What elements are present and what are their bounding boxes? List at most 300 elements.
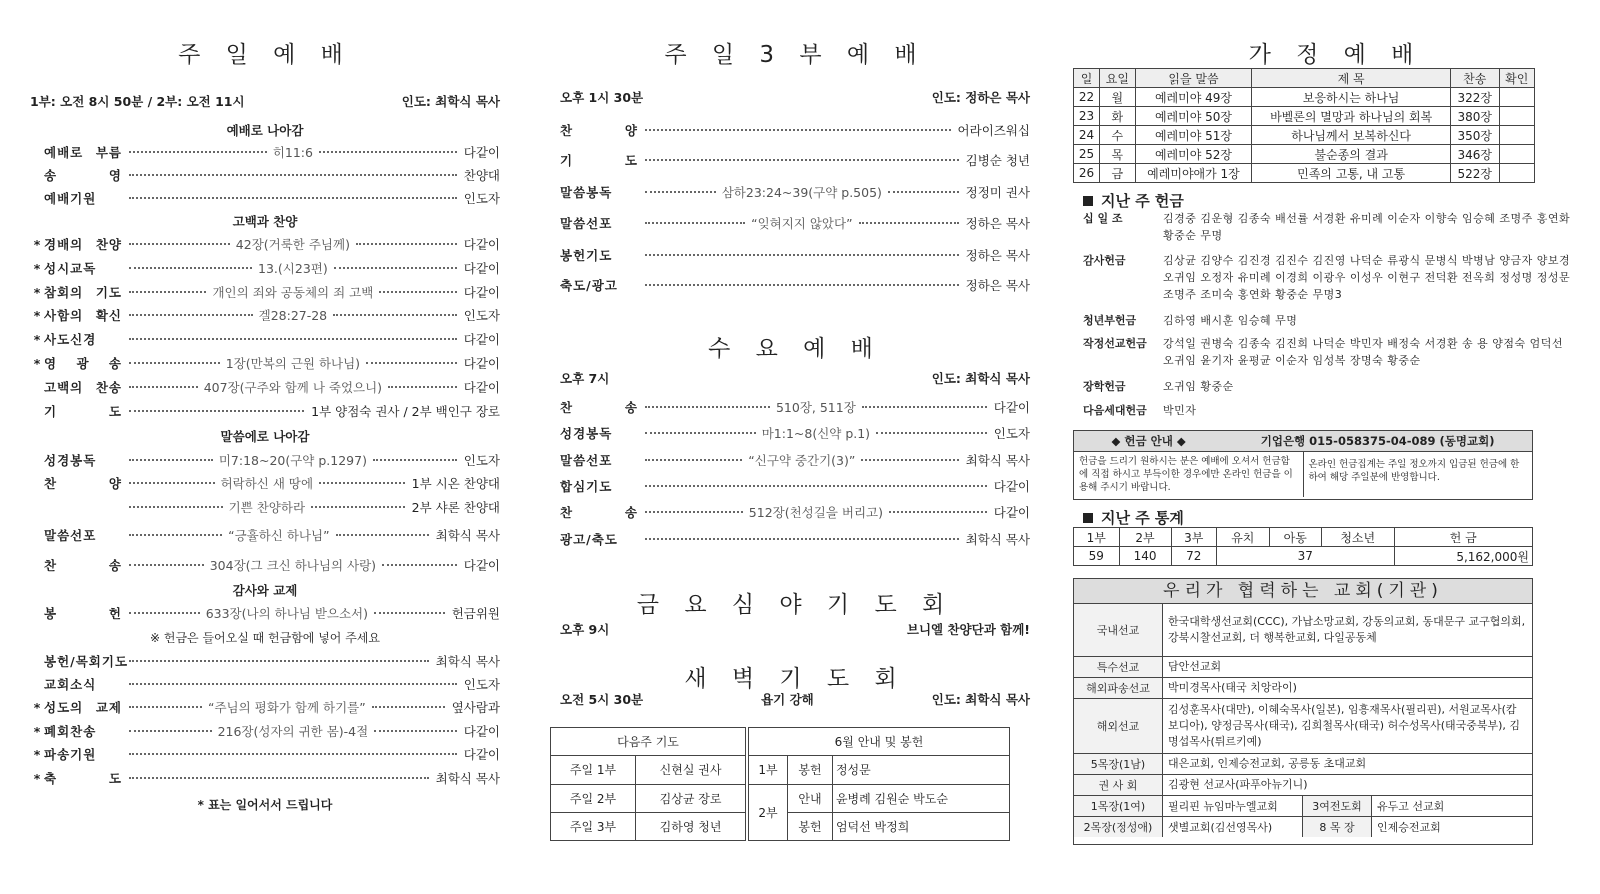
order-person: 정정미 권사	[965, 185, 1030, 200]
order-person: 인도자	[993, 426, 1030, 441]
table-cell: 예레미야 51장	[1135, 126, 1252, 145]
offering-category: 청년부헌금	[1083, 314, 1137, 327]
order-label: 경배의 찬양	[44, 237, 122, 252]
standing-mark: *	[33, 260, 41, 276]
order-item	[30, 744, 500, 764]
offering-row	[1083, 402, 1578, 419]
partner-category: 8 목 장	[1303, 817, 1372, 837]
table-header: 찬송	[1450, 69, 1499, 88]
table-cell: 유치	[1217, 528, 1269, 547]
next-week-prayer-table	[550, 727, 746, 841]
order-detail: 13.(시23편)	[258, 261, 328, 276]
table-cell: 월	[1100, 88, 1135, 107]
dawn-title: 새 벽 기 도 회	[684, 666, 906, 692]
order-person: 최학식 목사	[435, 654, 500, 669]
partner-row	[1074, 775, 1532, 796]
june-guide-header: 6월 안내 및 봉헌	[749, 728, 1010, 756]
order-person: 다같이	[463, 261, 500, 276]
sunday3-leader: 인도: 정하은 목사	[931, 90, 1030, 105]
partner-names: 박미경목사(태국 치앙라이)	[1168, 681, 1297, 694]
leader-dots	[126, 235, 460, 253]
order-item	[30, 555, 500, 575]
offering-category: 장학헌금	[1083, 380, 1126, 393]
order-label: 말씀선포	[560, 453, 613, 468]
table-cell: 봉헌	[788, 812, 833, 840]
table-cell: 22	[1074, 88, 1100, 107]
order-detail: 633장(나의 하나님 받으소서)	[205, 606, 368, 621]
order-person: 어라이즈워십	[957, 123, 1030, 138]
order-detail: 마1:1~8(신약 p.1)	[761, 426, 871, 441]
order-detail: 기쁜 찬양하라	[228, 500, 306, 515]
order-label: 봉헌/목회기도	[44, 654, 129, 669]
order-label: 축 도	[44, 771, 122, 786]
order-person: 최학식 목사	[435, 528, 500, 543]
dawn-leader: 인도: 최학식 목사	[931, 692, 1030, 707]
partner-category: 1목장(1여)	[1074, 796, 1163, 816]
offering-names: 오귀임 황중순	[1163, 380, 1234, 393]
order-detail: 허락하신 새 땅에	[220, 476, 314, 491]
table-cell: 2부	[1119, 528, 1171, 547]
order-label: 기 도	[44, 404, 122, 419]
table-header: 일	[1074, 69, 1100, 88]
standing-mark: *	[33, 746, 41, 762]
friday-note: 브니엘 찬양단과 함께!	[906, 622, 1030, 637]
order-item	[560, 120, 1030, 140]
order-item	[30, 305, 500, 325]
partner-category: 2목장(정성애)	[1074, 817, 1163, 837]
order-item	[30, 353, 500, 373]
section-heading: 고백과 찬양	[232, 214, 298, 229]
table-cell: 김상균 장로	[636, 784, 746, 812]
leader-dots	[126, 306, 460, 324]
order-detail: “신구약 중간기(3)”	[748, 453, 856, 468]
order-detail: 1장(만복의 근원 하나님)	[225, 356, 361, 371]
table-cell: 화	[1100, 107, 1135, 126]
offering-note: ※ 헌금은 들어오실 때 헌금함에 넣어 주세요	[149, 631, 380, 645]
order-person: 인도자	[463, 453, 500, 468]
table-cell: 380장	[1450, 107, 1499, 126]
order-person: 다같이	[463, 237, 500, 252]
table-cell: 목	[1100, 145, 1135, 164]
table-cell: 59	[1074, 547, 1120, 566]
leader-dots	[126, 556, 460, 574]
order-person: 인도자	[463, 191, 500, 206]
table-cell	[1499, 145, 1534, 164]
order-person: 인도자	[463, 677, 500, 692]
table-row	[1074, 88, 1535, 107]
table-cell: 140	[1119, 547, 1171, 566]
sunday3-title: 주 일 3 부 예 배	[664, 42, 926, 68]
offering-names: 김하영 배시훈 임승혜 무명	[1163, 314, 1298, 327]
leader-dots	[126, 338, 460, 340]
order-person: 헌금위원	[451, 606, 500, 621]
order-label: 교회소식	[44, 677, 97, 692]
order-item	[560, 245, 1030, 265]
leader-dots	[126, 526, 432, 544]
partner-names: 샛별교회(김선영목사)	[1163, 817, 1303, 837]
wednesday-leader: 인도: 최학식 목사	[931, 371, 1030, 386]
order-label: 송 영	[44, 168, 122, 183]
table-header: 확인	[1499, 69, 1534, 88]
table-cell: 1부	[749, 756, 788, 784]
leader-dots	[126, 197, 460, 199]
leader-dots	[642, 485, 990, 487]
dawn-book: 욥기 강해	[761, 692, 814, 707]
standing-mark: *	[33, 770, 41, 786]
partner-names: 인제승전교회	[1377, 821, 1441, 834]
sunday-leader: 인도: 최학식 목사	[401, 94, 500, 109]
table-cell: 안내	[788, 784, 833, 812]
order-item	[560, 450, 1030, 470]
partner-names: 한국대학생선교회(CCC), 가납소망교회, 강동의교회, 동대문구 교구협의회, 강북시찰선교회, 더 행복한교회, 다일공동체	[1168, 615, 1526, 644]
leader-dots	[642, 503, 990, 521]
table-cell: 26	[1074, 164, 1100, 183]
table-cell: 37	[1217, 547, 1394, 566]
offering-title: 지난 주 헌금	[1101, 192, 1184, 210]
order-label: 예배기원	[44, 191, 97, 206]
order-label: 폐회찬송	[44, 724, 97, 739]
section-heading: 예배로 나아감	[226, 123, 304, 138]
leader-dots	[126, 283, 460, 301]
order-detail: 겔28:27-28	[258, 308, 328, 323]
order-label: 사함의 확신	[44, 308, 122, 323]
offering-heading	[1083, 190, 1184, 211]
order-item	[560, 529, 1030, 549]
leader-dots	[642, 398, 990, 416]
order-label: 축도/광고	[560, 278, 618, 293]
wednesday-time: 오후 7시	[560, 371, 610, 386]
order-person: 찬양대	[463, 168, 500, 183]
order-label: 파송기원	[44, 747, 97, 762]
order-item	[30, 497, 500, 517]
leader-dots	[126, 604, 448, 622]
standing-mark: *	[33, 355, 41, 371]
table-cell: 24	[1074, 126, 1100, 145]
order-person: 다같이	[993, 505, 1030, 520]
order-item	[560, 182, 1030, 202]
order-detail: 216장(성자의 귀한 몸)-4절	[217, 724, 369, 739]
order-person: 다같이	[463, 145, 500, 160]
leader-dots	[642, 538, 962, 540]
wednesday-title: 수 요 예 배	[708, 336, 882, 362]
stats-heading	[1083, 507, 1184, 528]
table-cell: 346장	[1450, 145, 1499, 164]
leader-dots	[642, 159, 962, 161]
order-person: 최학식 목사	[435, 771, 500, 786]
table-cell: 주일 2부	[551, 784, 636, 812]
order-item	[560, 423, 1030, 443]
order-item	[30, 377, 500, 397]
order-label: 봉 헌	[44, 606, 122, 621]
order-item	[30, 329, 500, 349]
offering-guide-box	[1073, 430, 1533, 500]
order-item	[30, 258, 500, 278]
order-item	[560, 213, 1030, 233]
partner-category: 3여전도회	[1303, 796, 1372, 816]
partner-category: 국내선교	[1074, 604, 1163, 656]
order-label: 찬 양	[44, 476, 122, 491]
order-item	[30, 768, 500, 788]
offering-account: 기업은행 015-058375-04-089 (동명교회)	[1260, 434, 1495, 448]
order-item	[30, 142, 500, 162]
order-label: 말씀선포	[560, 216, 613, 231]
table-cell: 1부	[1074, 528, 1120, 547]
table-cell: 2부	[749, 784, 788, 841]
table-cell: 불순종의 결과	[1252, 145, 1450, 164]
table-header: 읽을 말씀	[1135, 69, 1252, 88]
order-detail: “주님의 평화가 함께 하기를”	[208, 700, 366, 715]
table-cell	[1499, 126, 1534, 145]
order-label: 찬 송	[560, 400, 638, 415]
stats-title: 지난 주 통계	[1101, 509, 1184, 527]
partner-category: 권 사 회	[1074, 775, 1163, 795]
offering-row	[1083, 312, 1578, 329]
order-person: 2부 샤론 찬양대	[411, 500, 500, 515]
order-person: 정하은 목사	[965, 248, 1030, 263]
leader-dots	[642, 424, 990, 442]
table-cell: 엄덕선 박정희	[832, 812, 1009, 840]
family-title: 가 정 예 배	[1248, 42, 1423, 68]
order-item	[30, 525, 500, 545]
order-person: 정하은 목사	[965, 216, 1030, 231]
order-label: 말씀봉독	[560, 185, 613, 200]
order-detail: 삼하23:24~39(구약 p.505)	[721, 185, 882, 200]
table-cell: 350장	[1450, 126, 1499, 145]
order-label: 참회의 기도	[44, 285, 122, 300]
partner-category: 5목장(1남)	[1074, 754, 1163, 774]
table-cell: 3부	[1171, 528, 1217, 547]
leader-dots	[126, 498, 408, 516]
order-detail: 512장(천성길을 버리고)	[748, 505, 883, 520]
bullet-square-icon	[1083, 513, 1093, 523]
table-cell	[1499, 164, 1534, 183]
leader-dots	[126, 753, 460, 755]
table-cell: 윤병례 김원순 박도순	[832, 784, 1009, 812]
table-row	[1074, 164, 1535, 183]
leader-dots	[126, 451, 460, 469]
partner-names: 김광현 선교사(파푸아뉴기니)	[1168, 778, 1308, 791]
order-item	[30, 450, 500, 470]
table-cell: 예레미야 50장	[1135, 107, 1252, 126]
table-cell	[1499, 107, 1534, 126]
order-person: 최학식 목사	[965, 532, 1030, 547]
offering-names: 박민자	[1163, 404, 1197, 417]
order-person: 다같이	[463, 747, 500, 762]
order-item	[30, 401, 500, 421]
order-person: 정하은 목사	[965, 278, 1030, 293]
stats-table	[1073, 527, 1533, 566]
offering-category: 작정선교헌금	[1083, 337, 1147, 350]
leader-dots	[642, 451, 962, 469]
leader-dots	[126, 683, 460, 685]
table-cell: 청소년	[1321, 528, 1394, 547]
offering-row	[1083, 378, 1578, 395]
order-item	[30, 721, 500, 741]
table-cell: 5,162,000원	[1394, 547, 1532, 566]
section-heading: 말씀에로 나아감	[220, 429, 310, 444]
table-cell: 김하영 청년	[636, 812, 746, 840]
table-row	[1074, 126, 1535, 145]
order-label: 찬 양	[560, 123, 638, 138]
offering-names: 강석일 권병숙 김종숙 김진희 나덕순 박민자 배정숙 서경환 송 용 양점숙 엄덕선 오귀임 윤기자 윤평균 이순자 임성복 장명숙 황중순	[1163, 337, 1563, 367]
leader-dots	[126, 722, 460, 740]
standing-mark: *	[33, 699, 41, 715]
standing-mark: *	[33, 331, 41, 347]
table-cell: 신현실 권사	[636, 756, 746, 784]
order-detail: 히11:6	[272, 145, 313, 160]
table-cell: 금	[1100, 164, 1135, 183]
table-cell: 아동	[1269, 528, 1321, 547]
partner-row	[1074, 604, 1532, 657]
partners-list	[1074, 604, 1532, 837]
order-item	[30, 651, 500, 671]
order-person: 다같이	[993, 400, 1030, 415]
table-cell: 하나님께서 보복하신다	[1252, 126, 1450, 145]
order-detail: “잊혀지지 않았다”	[751, 216, 853, 231]
order-label: 합심기도	[560, 479, 613, 494]
order-item	[30, 674, 500, 694]
order-person: 옆사람과	[451, 700, 500, 715]
standing-mark: *	[33, 307, 41, 323]
table-cell: 수	[1100, 126, 1135, 145]
partner-names: 필리핀 뉴임마누엘교회	[1163, 796, 1303, 816]
bullet-square-icon	[1083, 196, 1093, 206]
leader-dots	[126, 698, 448, 716]
partner-row	[1074, 817, 1532, 837]
leader-dots	[126, 354, 460, 372]
order-label: 성경봉독	[560, 426, 613, 441]
standing-mark: *	[33, 236, 41, 252]
dawn-time: 오전 5시 30분	[560, 692, 644, 707]
table-cell: 정성문	[832, 756, 1009, 784]
order-label: 봉헌기도	[560, 248, 613, 263]
order-item	[30, 603, 500, 623]
offering-names: 김경중 김운형 김종숙 배선률 서경환 유미례 이순자 이향숙 임승혜 조명주 홍연화 황중순 무명	[1163, 212, 1571, 242]
friday-time: 오후 9시	[560, 622, 610, 637]
table-cell: 72	[1171, 547, 1217, 566]
leader-dots	[126, 777, 432, 779]
table-row	[1074, 145, 1535, 164]
offering-guide-title: ◆ 헌금 안내 ◆	[1111, 434, 1186, 448]
partner-category: 특수선교	[1074, 657, 1163, 677]
offering-guide-left: 헌금을 드리기 원하시는 분은 예배에 오셔서 헌금함에 직접 하시고 부득이한 경우에만 온라인 헌금을 이용해 주시기 바랍니다.	[1074, 452, 1304, 497]
order-detail: 42장(거룩한 주님께)	[235, 237, 350, 252]
order-label: 말씀선포	[44, 528, 97, 543]
table-cell: 예레미야애가 1장	[1135, 164, 1252, 183]
table-cell	[1499, 88, 1534, 107]
order-detail: 510장, 511장	[775, 400, 856, 415]
standing-mark: *	[33, 284, 41, 300]
leader-dots	[126, 174, 460, 176]
order-label: 예배로 부름	[44, 145, 122, 160]
leader-dots	[642, 129, 954, 131]
partners-box	[1073, 578, 1533, 845]
sunday-title: 주 일 예 배	[178, 42, 352, 68]
order-item	[560, 476, 1030, 496]
offering-row	[1083, 252, 1578, 303]
partner-category: 해외선교	[1074, 699, 1163, 753]
order-person: 다같이	[463, 285, 500, 300]
table-cell: 예레미야 49장	[1135, 88, 1252, 107]
table-cell: 23	[1074, 107, 1100, 126]
order-person: 다같이	[463, 356, 500, 371]
leader-dots	[126, 660, 432, 662]
order-item	[30, 234, 500, 254]
order-label: 고백의 찬송	[44, 380, 122, 395]
table-cell: 민족의 고통, 내 고통	[1252, 164, 1450, 183]
table-row	[1074, 107, 1535, 126]
order-detail: 미7:18~20(구약 p.1297)	[218, 453, 367, 468]
offering-category: 다음세대헌금	[1083, 404, 1147, 417]
order-person: 다같이	[463, 332, 500, 347]
order-item	[560, 502, 1030, 522]
order-label: 기 도	[560, 153, 638, 168]
table-cell: 주일 3부	[551, 812, 636, 840]
partner-names: 김성훈목사(대만), 이혜숙목사(일본), 임흥재목사(필리핀), 서원교목사(캄보디아), 양정금목사(태국), 김희철목사(태국) 허수성목사(태국중북부), 김명섭목사(튀르키예)	[1168, 703, 1521, 748]
partner-row	[1074, 657, 1532, 678]
order-person: 다같이	[463, 724, 500, 739]
order-label: 성경봉독	[44, 453, 97, 468]
partner-category: 해외파송선교	[1074, 678, 1163, 698]
leader-dots	[642, 284, 962, 286]
order-detail: 304장(그 크신 하나님의 사랑)	[209, 558, 377, 573]
partner-names: 유두고 선교회	[1377, 800, 1445, 813]
section-heading: 감사와 교제	[232, 583, 298, 598]
partner-row	[1074, 678, 1532, 699]
leader-dots	[642, 214, 962, 232]
order-item	[560, 397, 1030, 417]
order-item	[560, 275, 1030, 295]
order-person: 다같이	[993, 479, 1030, 494]
table-cell: 주일 1부	[551, 756, 636, 784]
offering-category: 감사헌금	[1083, 254, 1126, 267]
order-person: 1부 양점숙 권사 / 2부 백인구 장로	[311, 404, 500, 419]
table-cell: 25	[1074, 145, 1100, 164]
offering-row	[1083, 210, 1578, 244]
table-cell: 헌 금	[1394, 528, 1532, 547]
leader-dots	[642, 254, 962, 256]
standing-note: * 표는 일어서서 드립니다	[197, 798, 333, 812]
table-cell: 봉헌	[788, 756, 833, 784]
partner-row	[1074, 754, 1532, 775]
order-label: 영 광 송	[44, 356, 122, 371]
order-person: 김병순 청년	[965, 153, 1030, 168]
order-item	[560, 150, 1030, 170]
order-item	[30, 165, 500, 185]
partners-title: 우리가 협력하는 교회(기관)	[1074, 579, 1532, 604]
next-week-prayer-header: 다음주 기도	[551, 728, 746, 756]
order-item	[30, 188, 500, 208]
table-header: 제 목	[1252, 69, 1450, 88]
order-label: 광고/축도	[560, 532, 618, 547]
leader-dots	[126, 378, 460, 396]
partner-row	[1074, 796, 1532, 817]
order-person: 인도자	[463, 308, 500, 323]
order-item	[30, 473, 500, 493]
table-cell: 예레미야 52장	[1135, 145, 1252, 164]
offering-row	[1083, 335, 1578, 369]
order-label: 찬 송	[560, 505, 638, 520]
june-guide-table	[748, 727, 1010, 841]
table-cell: 보응하시는 하나님	[1252, 88, 1450, 107]
offering-names: 김상균 김양수 김진경 김진수 김진영 나덕순 류광식 문병식 박병남 양금자 양보경 오귀임 오정자 유미례 이경희 이광우 이성우 이현구 전덕환 전옥희 정성명 정성문 조명주 조미숙 홍연화 황중순 무명3	[1163, 254, 1571, 301]
order-label: 사도신경	[44, 332, 97, 347]
leader-dots	[126, 259, 460, 277]
order-item	[30, 697, 500, 717]
leader-dots	[126, 143, 460, 161]
order-label: 성도의 교제	[44, 700, 122, 715]
standing-mark: *	[33, 723, 41, 739]
